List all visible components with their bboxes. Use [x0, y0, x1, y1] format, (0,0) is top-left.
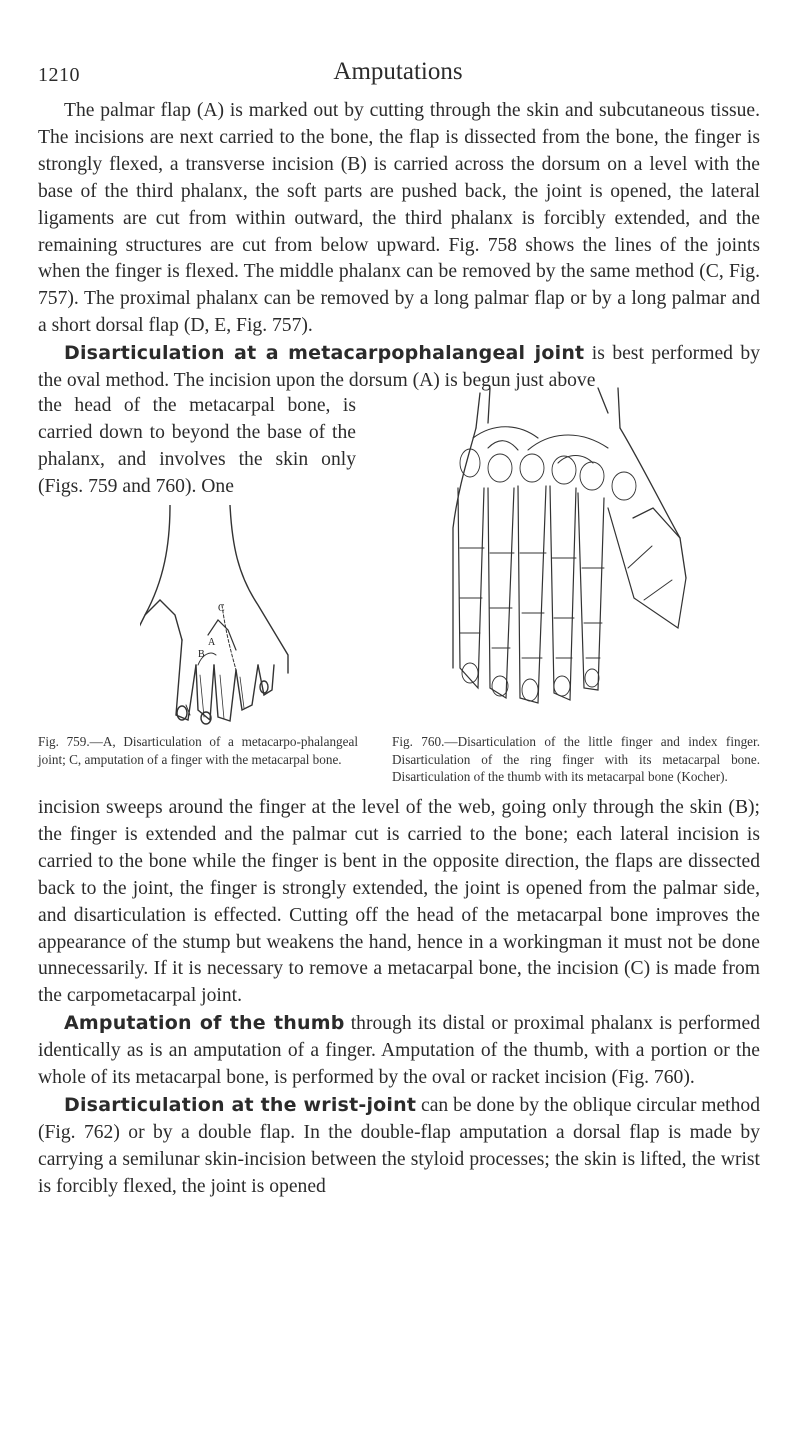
body-text-wrap-left	[38, 393, 356, 501]
figure-759-caption-text: Fig. 759.—A, Disarticulation of a metacarpo-phalangeal joint; C, amputation of a finger with the metacarpal bone.	[38, 734, 358, 767]
paragraph-mcp-continuation: the head of the metacarpal bone, is carried down to beyond the base of the phalanx, and involves the skin only (Figs. 759 and 760). One	[38, 395, 356, 497]
figure-760-caption	[392, 733, 760, 786]
figure-759-label-c: C	[218, 603, 225, 614]
heading-wrist-disarticulation: Disarticulation at the wrist-joint	[64, 1093, 417, 1116]
page-number: 1210	[38, 64, 80, 86]
body-text-bottom	[38, 795, 760, 1201]
figure-760-hand-skeleton-illustration	[448, 368, 688, 753]
paragraph-wrist-text: can be done by the oblique circular method (Fig. 762) or by a double flap. In the double-flap amputation a dorsal flap is made by carrying a semilunar skin-incision between the styloid processes; the skin is lifted, the wrist is forcibly flexed, the joint is opened	[38, 1094, 761, 1197]
heading-thumb-amputation: Amputation of the thumb	[64, 1012, 345, 1035]
paragraph-thumb-text: through its distal or proximal phalanx is performed identically as is an amputation of a finger. Amputation of the thumb, with a portion or the whole of its metacarpal bone, is performed by the oval or racket incision (Fig. 760).	[38, 1013, 760, 1089]
heading-mcp-disarticulation: Disarticulation at a metacarpophalangeal joint	[64, 342, 585, 365]
figure-759-caption	[38, 733, 358, 768]
paragraph-thumb-amputation	[38, 1010, 760, 1092]
paragraph-mcp-text: is best performed by the oval method. The incision upon the dorsum (A) is begun just above	[38, 343, 760, 392]
figure-760-caption-text: Fig. 760.—Disarticulation of the little finger and index finger. Disarticulation of the ring finger with its metacarpal bone. Disarticulation of the thumb with its metacarpal bone (Kocher).	[392, 734, 760, 784]
body-text-top	[38, 98, 760, 395]
running-title: Amputations	[333, 58, 463, 85]
page-header	[38, 58, 758, 88]
paragraph-palmar-flap: The palmar flap (A) is marked out by cutting through the skin and subcutaneous tissue. The incisions are next carried to the bone, the flap is dissected from the bone, the finger is strongly flexed, a transverse incision (B) is carried across the dorsum on a level with the base of the third phalanx, the soft parts are pushed back, the joint is opened, the lateral ligaments are cut from within outward, the third phalanx is forcibly extended, and the remaining structures are cut from below upward. Fig. 758 shows the lines of the joints when the finger is flexed. The middle phalanx can be removed by the same method (C, Fig. 757). The proximal phalanx can be removed by a long palmar flap or by a long palmar and a short dorsal flap (D, E, Fig. 757).	[38, 100, 760, 337]
figure-759-hand-illustration	[140, 505, 290, 725]
paragraph-wrist-disarticulation	[38, 1092, 760, 1201]
figure-759-label-a: A	[208, 637, 216, 648]
paragraph-incision-sweeps: incision sweeps around the finger at the level of the web, going only through the skin (B); the finger is extended and the palmar cut is carried to the bone; each lateral incision is carried to the bone while the finger is bent in the opposite direction, the flaps are dissected back to the joint, the finger is strongly extended, the joint is opened from the palmar side, and disarticulation is effected. Cutting off the head of the metacarpal bone improves the appearance of the stump but weakens the hand, hence in a workingman it must not be done unnecessarily. If it is necessary to remove a metacarpal bone, the incision (C) is made from the carpometacarpal joint.	[38, 797, 760, 1007]
figure-759-label-b: B	[198, 649, 205, 660]
